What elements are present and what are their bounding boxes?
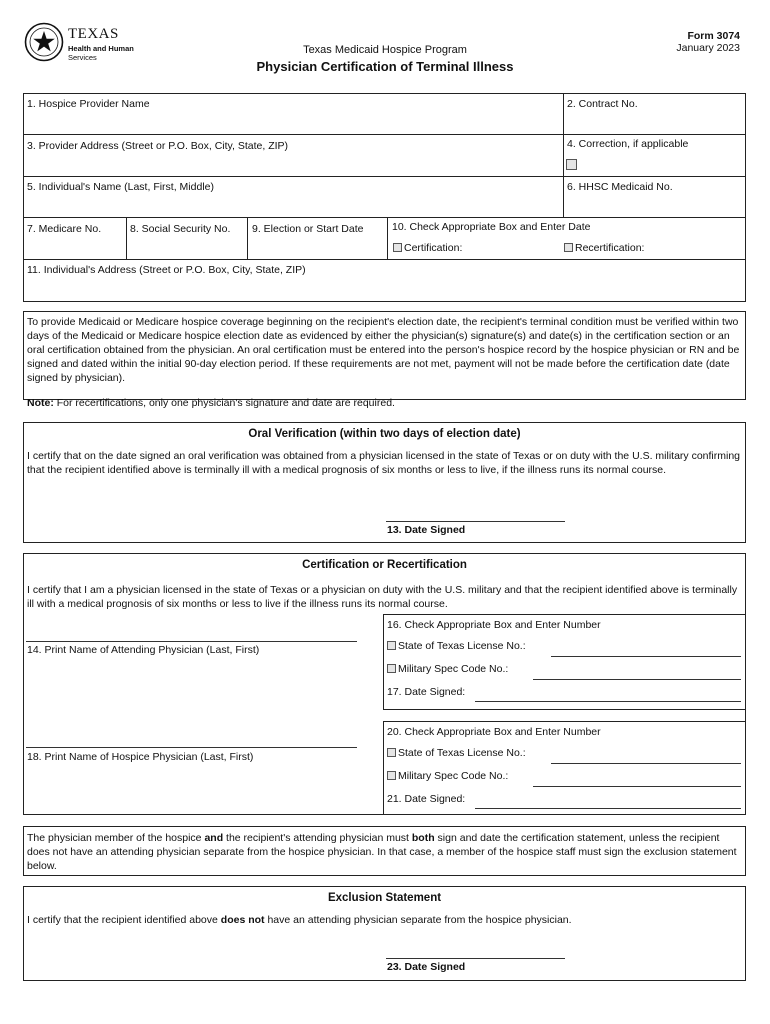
certification-checkbox[interactable]	[393, 243, 402, 252]
correction-checkbox[interactable]	[566, 159, 577, 170]
correction-label: 4. Correction, if applicable	[567, 138, 689, 150]
attending-date-signed-input[interactable]	[475, 701, 741, 702]
recertification-option[interactable]: Recertification:	[564, 242, 644, 255]
attending-note-text: The physician member of the hospice and the recipient's attending physician must both sign and date the certification statement, unless the recipient does not have an attending physician separate from the hospice physician. In that case, a member of the hospice staff must sign the exclusion statement below.	[27, 832, 737, 872]
hospice-state-license-option[interactable]: State of Texas License No.:	[387, 747, 526, 760]
attending-physician-name-label: 14. Print Name of Attending Physician (Last, First)	[27, 644, 260, 656]
hospice-state-license-input[interactable]	[551, 763, 741, 764]
page-title: Physician Certification of Terminal Illness	[256, 59, 514, 74]
hospice-physician-name-line[interactable]	[26, 747, 357, 748]
hospice-military-input[interactable]	[533, 786, 741, 787]
individual-address-field[interactable]: 11. Individual's Address (Street or P.O. Box, City, State, ZIP)	[27, 264, 306, 276]
attending-state-license-option[interactable]: State of Texas License No.:	[387, 640, 526, 653]
logo-sub1: Health and Human	[68, 44, 134, 53]
exclusion-date-signature-line[interactable]	[386, 958, 565, 959]
individual-name-field[interactable]: 5. Individual's Name (Last, First, Middle)	[27, 181, 214, 193]
hospice-provider-name-field[interactable]: 1. Hospice Provider Name	[27, 98, 150, 110]
oral-date-signature-line[interactable]	[386, 521, 565, 522]
attending-military-checkbox[interactable]	[387, 664, 396, 673]
oral-verification-title: Oral Verification (within two days of election date)	[248, 428, 521, 440]
exclusion-text: I certify that the recipient identified above does not have an attending physician separate from the hospice physician.	[27, 914, 572, 926]
oral-verification-text: I certify that on the date signed an oral verification was obtained from a physician licensed in the state of Texas or on duty with the U.S. military confirming that the recipient identified above is terminally ill with a medical prognosis of six months or less to live, if the illness runs its normal course.	[27, 450, 741, 476]
hospice-date-signed-label: 21. Date Signed:	[387, 793, 466, 805]
attending-military-option[interactable]: Military Spec Code No.:	[387, 663, 508, 676]
attending-military-input[interactable]	[533, 679, 741, 680]
exclusion-date-signed-label: 23. Date Signed	[387, 961, 466, 973]
hospice-state-license-checkbox[interactable]	[387, 748, 396, 757]
hospice-date-signed-input[interactable]	[475, 808, 741, 809]
logo-texas: TEXAS	[68, 26, 119, 42]
provider-address-field[interactable]: 3. Provider Address (Street or P.O. Box, City, State, ZIP)	[27, 140, 289, 152]
check-box-date-label: 10. Check Appropriate Box and Enter Date	[392, 221, 591, 233]
attending-physician-name-line[interactable]	[26, 641, 357, 642]
recertification-checkbox[interactable]	[564, 243, 573, 252]
program-name: Texas Medicaid Hospice Program	[303, 44, 467, 56]
hospice-military-checkbox[interactable]	[387, 771, 396, 780]
attending-check-label: 16. Check Appropriate Box and Enter Number	[387, 619, 601, 631]
note-text: Note: For recertifications, only one physician's signature and date are required.	[27, 397, 395, 409]
certification-title: Certification or Recertification	[302, 559, 467, 571]
hhsc-medicaid-no-field[interactable]: 6. HHSC Medicaid No.	[567, 181, 673, 193]
election-date-field[interactable]: 9. Election or Start Date	[252, 223, 364, 235]
attending-state-license-checkbox[interactable]	[387, 641, 396, 650]
hospice-check-label: 20. Check Appropriate Box and Enter Number	[387, 726, 601, 738]
hospice-military-option[interactable]: Military Spec Code No.:	[387, 770, 508, 783]
attending-state-license-input[interactable]	[551, 656, 741, 657]
hospice-physician-name-label: 18. Print Name of Hospice Physician (Last, First)	[27, 751, 254, 763]
logo-sub2: Services	[68, 53, 97, 62]
attending-date-signed-label: 17. Date Signed:	[387, 686, 466, 698]
form-number: Form 3074	[687, 30, 740, 42]
notice-text: To provide Medicaid or Medicare hospice coverage beginning on the recipient's election date, the recipient's terminal condition must be verified within two days of the Medicaid or Medicare hospice election date as evidenced by either the physician(s) signature(s) and date(s) in the certification section or an oral certification obtained from the physician. An oral certification must be entered into the person's hospice record by the hospice physician or RN and be signed and dated within the initial 90-day election period. If these requirements are not met, payment will not be made before the certification date (date signed by physician).	[27, 316, 740, 384]
texas-seal-icon	[24, 22, 64, 62]
exclusion-title: Exclusion Statement	[327, 892, 442, 904]
form-date: January 2023	[676, 42, 740, 54]
certification-option[interactable]: Certification:	[393, 242, 462, 255]
ssn-field[interactable]: 8. Social Security No.	[130, 223, 231, 235]
medicare-no-field[interactable]: 7. Medicare No.	[27, 223, 102, 235]
oral-date-signed-label: 13. Date Signed	[387, 524, 466, 536]
oral-verification-section	[23, 422, 746, 543]
contract-no-field[interactable]: 2. Contract No.	[567, 98, 638, 110]
certification-text: I certify that I am a physician licensed in the state of Texas or a physician on duty with the U.S. military and that the recipient identified above is terminally ill with a medical prognosis of six months or less to live if the illness runs its normal course.	[27, 584, 738, 610]
